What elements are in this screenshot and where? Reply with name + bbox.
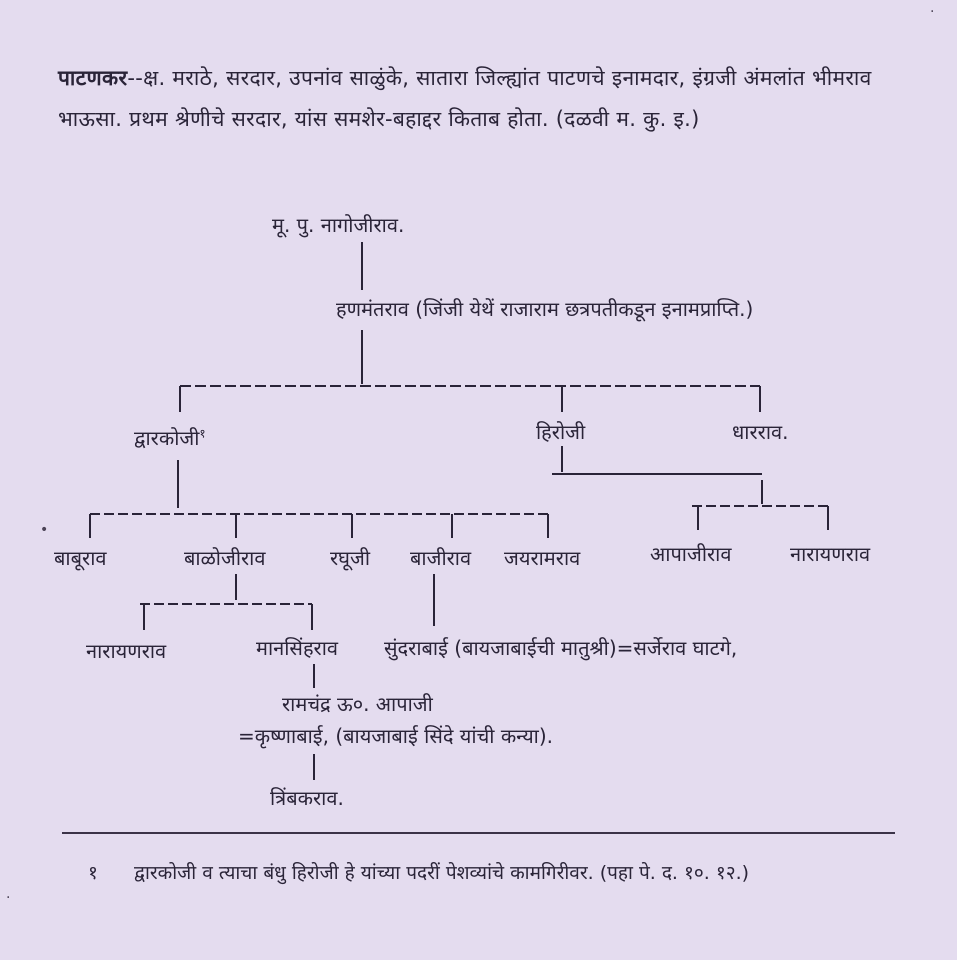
node-jayramrao: जयरामराव (504, 546, 581, 570)
node-bajirao: बाजीराव (410, 546, 472, 570)
stray-mark-bottom: · (6, 890, 11, 906)
node-sundarabai: सुंदराबाई (बायजाबाईची मातुश्री)=सर्जेराव घाटगे, (384, 636, 738, 660)
footnote-marker: १ (88, 862, 98, 884)
stray-mark-top: · (930, 4, 935, 20)
node-apajirao: आपाजीराव (650, 542, 732, 566)
node-narayanrao-baloji: नारायणराव (86, 639, 167, 663)
footnote-divider (62, 832, 895, 834)
node-ramchandra: रामचंद्र ऊ०. आपाजी (282, 692, 433, 716)
entry-heading: पाटणकर (58, 66, 128, 90)
node-hiroji: हिरोजी (536, 420, 586, 444)
node-baburao: बाबूराव (54, 546, 107, 570)
node-dwarkoji-name: द्वारकोजी (134, 426, 200, 450)
node-dwarkoji (134, 424, 206, 451)
entry-dashes: -- (127, 66, 144, 90)
node-dharrao: धारराव. (732, 420, 789, 444)
node-mansinhrao: मानसिंहराव (256, 636, 339, 660)
node-balojirao: बाळोजीराव (184, 546, 266, 570)
stray-mark: • (40, 522, 49, 538)
footnote-ref-marker: १ (199, 426, 206, 441)
node-raghuji: रघूजी (330, 546, 371, 570)
node-krishnabai: =कृष्णाबाई, (बायजाबाई सिंदे यांची कन्या). (238, 724, 554, 748)
node-hanmantrao: हणमंतराव (जिंजी येथें राजाराम छत्रपतीकडून इनामप्राप्ति.) (336, 297, 754, 321)
node-trimbakrao: त्रिंबकराव. (270, 786, 344, 810)
node-narayanrao-hiroji: नारायणराव (790, 542, 871, 566)
footnote (58, 855, 918, 891)
footnote-text: द्वारकोजी व त्याचा बंधु हिरोजी हे यांच्या पदरीं पेशव्यांचे कामगिरीवर. (पहा पे. द. १०. १२.) (134, 862, 750, 884)
node-nagojirao: मू. पु. नागोजीराव. (272, 213, 405, 237)
entry-text: क्ष. मराठे, सरदार, उपनांव साळुंके, सातारा जिल्ह्यांत पाटणचे इनामदार, इंग्रजी अंमलांत भीमराव भाऊसा. प्रथम श्रेणीचे सरदार, यांस समशेर-बहाद्दर किताब होता. (दळवी म. कु. इ.) (58, 66, 872, 131)
